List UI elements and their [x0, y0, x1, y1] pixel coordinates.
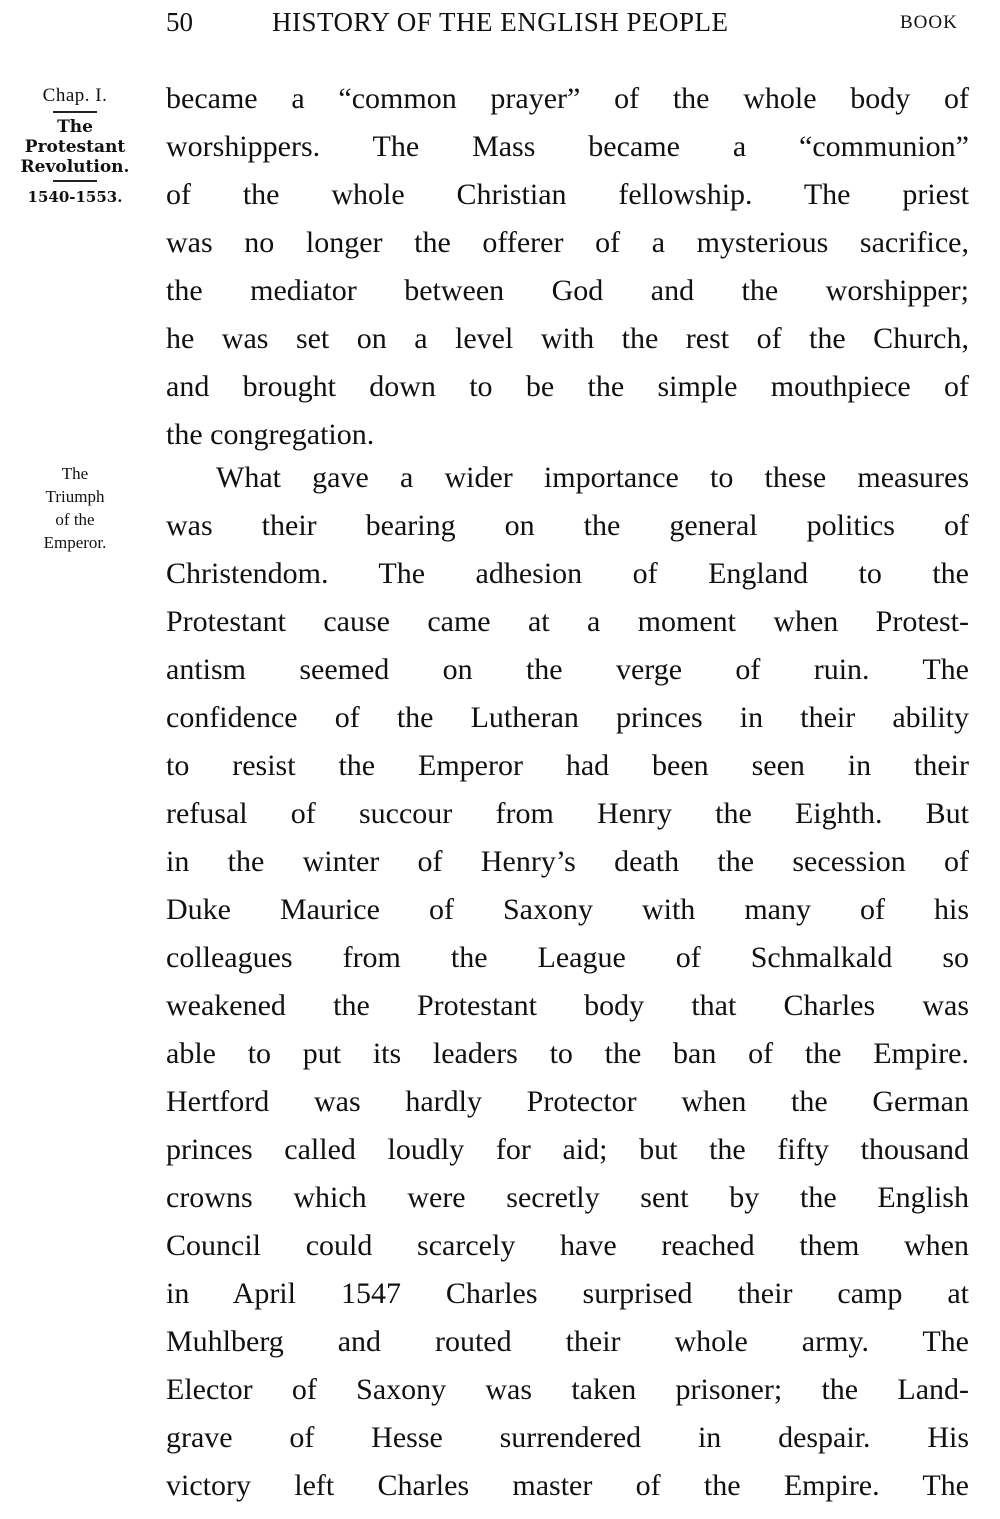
- text-line: became a “common prayer” of the whole body of: [166, 82, 969, 115]
- text-line: and brought down to be the simple mouthpiece of: [166, 370, 969, 403]
- margin-note-chapter-section: [0, 84, 150, 208]
- side-title-line: Emperor.: [43, 533, 107, 552]
- side-title-line: Triumph: [45, 487, 105, 506]
- section-title: [0, 117, 150, 177]
- text-line: Duke Maurice of Saxony with many of his: [166, 893, 969, 926]
- text-line: was their bearing on the general politics of: [166, 509, 969, 542]
- text-line: in April 1547 Charles surprised their camp at: [166, 1277, 969, 1310]
- text-line: Protestant cause came at a moment when Protest-: [166, 605, 969, 638]
- section-title-line: Revolution.: [20, 157, 130, 177]
- text-line: weakened the Protestant body that Charles was: [166, 989, 969, 1022]
- text-line: Christendom. The adhesion of England to the: [166, 557, 969, 590]
- text-line: princes called loudly for aid; but the fifty thousand: [166, 1133, 969, 1166]
- date-range: 1540-1553.: [27, 188, 123, 206]
- text-line: victory left Charles master of the Empire. The: [166, 1469, 969, 1502]
- text-line: Elector of Saxony was taken prisoner; the Land-: [166, 1373, 969, 1406]
- margin-note-side-title: [0, 462, 150, 554]
- paragraph-2: [166, 454, 969, 1510]
- text-line: antism seemed on the verge of ruin. The: [166, 653, 969, 686]
- text-line: of the whole Christian fellowship. The priest: [166, 178, 969, 211]
- side-title-line: of the: [55, 510, 95, 529]
- text-line: he was set on a level with the rest of the Church,: [166, 322, 969, 355]
- text-line: Council could scarcely have reached them when: [166, 1229, 969, 1262]
- chapter-label: Chap. I.: [42, 85, 108, 106]
- text-line: Hertford was hardly Protector when the German: [166, 1085, 969, 1118]
- text-line: refusal of succour from Henry the Eighth. But: [166, 797, 969, 830]
- text-line: the mediator between God and the worshipper;: [166, 274, 969, 307]
- book-label: BOOK: [900, 12, 958, 33]
- text-line: able to put its leaders to the ban of the Empire.: [166, 1037, 969, 1070]
- text-line: Muhlberg and routed their whole army. The: [166, 1325, 969, 1358]
- text-line: colleagues from the League of Schmalkald so: [166, 941, 969, 974]
- text-line: What gave a wider importance to these measures: [216, 461, 969, 494]
- running-title: HISTORY OF THE ENGLISH PEOPLE: [272, 7, 729, 37]
- section-title-line: The: [57, 117, 93, 137]
- text-line: crowns which were secretly sent by the English: [166, 1181, 969, 1214]
- side-title-line: The: [61, 464, 89, 483]
- text-line: to resist the Emperor had been seen in their: [166, 749, 969, 782]
- text-line: was no longer the offerer of a mysterious sacrifice,: [166, 226, 969, 259]
- section-title-line: Protestant: [24, 137, 126, 157]
- text-line: confidence of the Lutheran princes in their ability: [166, 701, 969, 734]
- text-line: the congregation.: [166, 418, 375, 451]
- running-head: [0, 2, 1000, 42]
- page-number: 50: [166, 7, 193, 37]
- paragraph-1: [166, 75, 969, 459]
- text-line: grave of Hesse surrendered in despair. His: [166, 1421, 969, 1454]
- text-line: worshippers. The Mass became a “communion”: [166, 130, 969, 163]
- margin-divider: [53, 180, 97, 182]
- margin-divider: [53, 111, 97, 113]
- text-line: in the winter of Henry’s death the secession of: [166, 845, 969, 878]
